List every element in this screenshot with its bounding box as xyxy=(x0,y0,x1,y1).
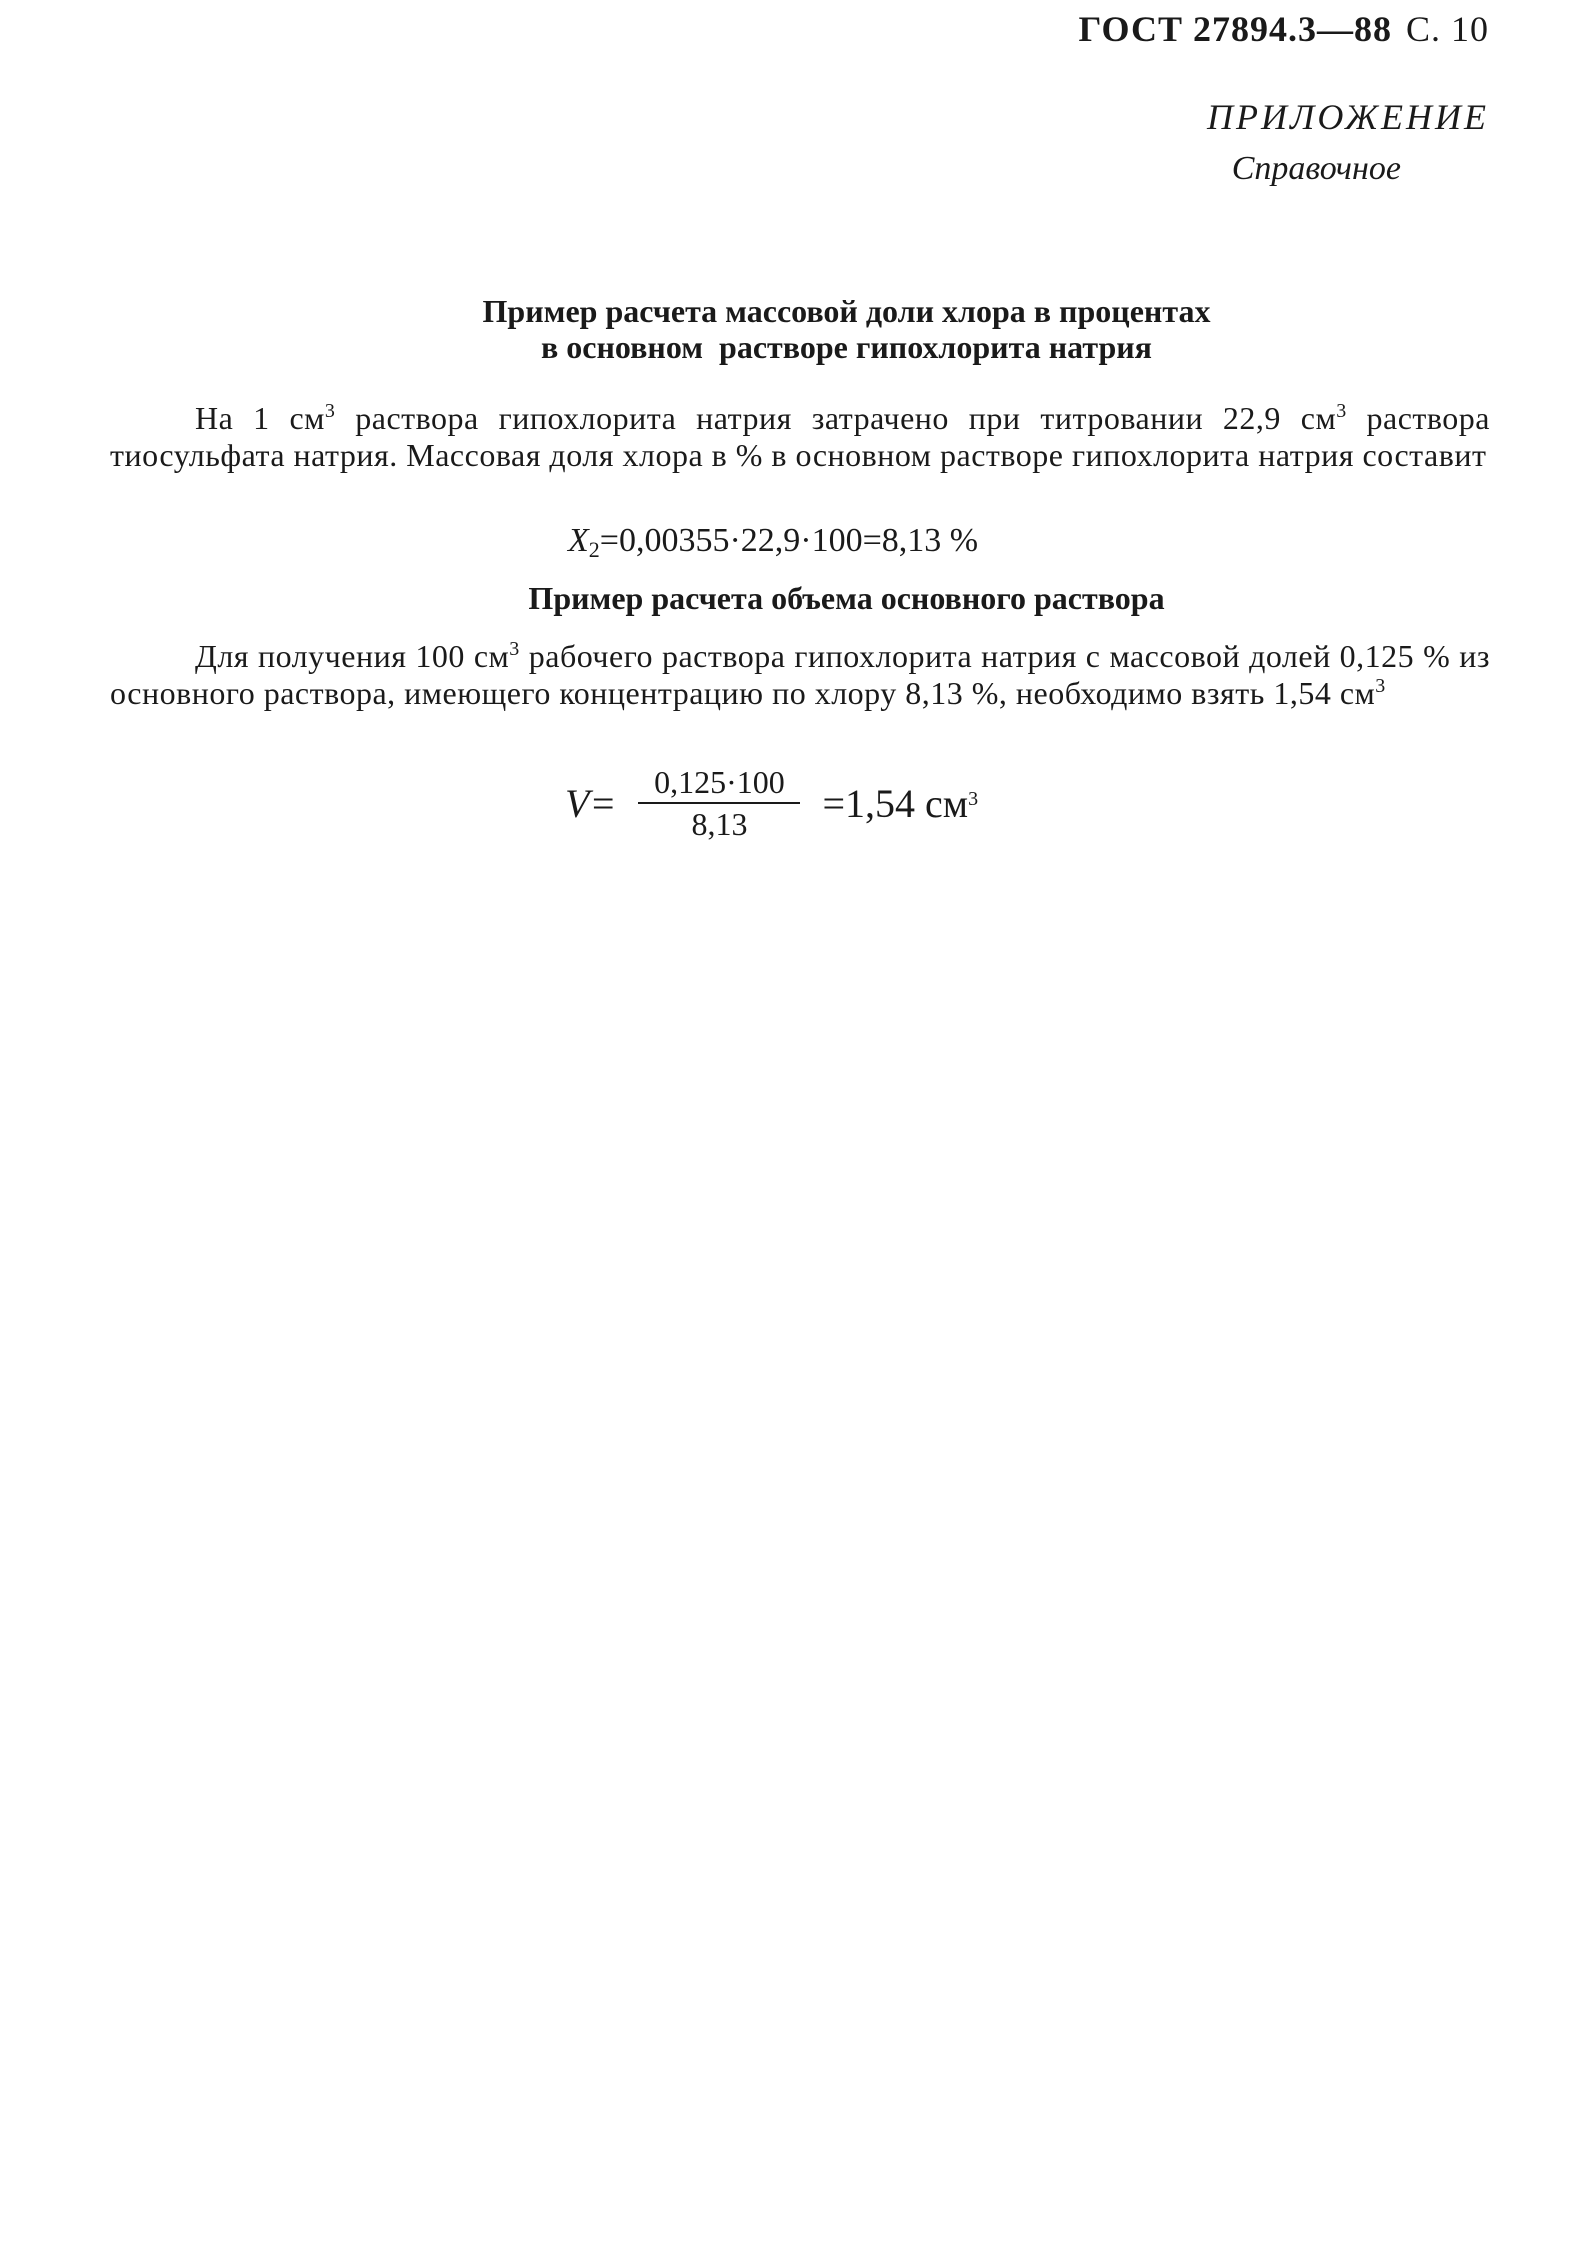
section-1-paragraph xyxy=(110,400,1490,474)
para-text: На 1 см xyxy=(195,400,325,436)
section-2-paragraph xyxy=(110,638,1490,712)
para-text: Для получения 100 см xyxy=(195,638,510,674)
formula-variable: X xyxy=(568,522,589,559)
formula-result-value: =1,54 см xyxy=(822,780,969,826)
page-header xyxy=(1079,8,1489,50)
formula-subscript: 2 xyxy=(588,537,600,562)
para-text: раствора гипохлорита натрия затрачено при титровании 22,9 см xyxy=(335,400,1337,436)
superscript: 3 xyxy=(968,787,979,810)
para-text: рабочего раствора гипохлорита натрия с массовой долей 0,125 % из основного раствора, имеющего концентрацию по хлору 8,13 %, необходимо взять 1,54 см xyxy=(110,638,1491,711)
page-number: С. 10 xyxy=(1405,9,1489,49)
formula-expression: =0,00355·22,9·100=8,13 % xyxy=(599,522,979,559)
section-1-title-line-2: в основном растворе гипохлорита натрия xyxy=(541,329,1152,365)
document-code: ГОСТ 27894.3—88 xyxy=(1078,9,1392,49)
section-1-title xyxy=(58,293,1577,365)
fraction-denominator: 8,13 xyxy=(691,806,748,842)
formula-variable: V= xyxy=(565,780,617,826)
section-1-title-line-1: Пример расчета массовой доли хлора в процентах xyxy=(482,293,1211,329)
fraction-numerator: 0,125·100 xyxy=(654,764,785,800)
superscript: 3 xyxy=(324,400,336,422)
superscript: 3 xyxy=(1375,675,1386,697)
formula-result xyxy=(822,780,978,827)
appendix-title: ПРИЛОЖЕНИЕ xyxy=(1207,97,1489,137)
formula-volume xyxy=(565,762,978,844)
formula-chlorine-fraction xyxy=(568,522,978,560)
superscript: 3 xyxy=(509,638,520,660)
para-text: раствора тиосульфата натрия. Массовая доля хлора в % в основном растворе гипохлорита натрия составит xyxy=(110,400,1490,473)
formula-fraction xyxy=(638,762,800,844)
section-2-title: Пример расчета объема основного раствора xyxy=(528,580,1165,616)
appendix-subtitle: Справочное xyxy=(1231,150,1401,187)
superscript: 3 xyxy=(1336,400,1347,422)
